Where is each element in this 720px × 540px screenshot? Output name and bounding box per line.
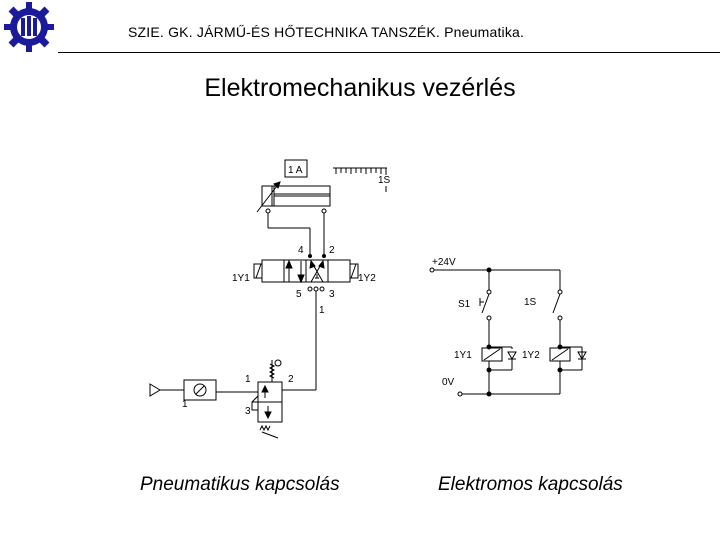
page-title: Elektromechanikus vezérlés [204, 74, 516, 102]
switch-1s-label: 1S [524, 297, 537, 308]
supply-zero-label: 0V [442, 377, 455, 388]
solenoid-label-right: 1Y2 [358, 273, 376, 284]
start-valve-3-2 [252, 360, 282, 438]
directional-valve-5-2 [254, 260, 358, 282]
startvalve-port-1: 1 [245, 374, 251, 385]
electric-circuit [430, 257, 586, 396]
scale-label: 1S [378, 175, 391, 186]
service-unit [184, 380, 216, 400]
cylinder-label: 1 A [288, 165, 303, 176]
pneumatic-circuit [150, 160, 391, 438]
header-text: SZIE. GK. JÁRMŰ-ÉS HŐTECHNIKA TANSZÉK. Pneumatika. [128, 24, 525, 40]
startvalve-port-3: 3 [245, 406, 251, 417]
caption-pneumatic: Pneumatikus kapcsolás [140, 474, 340, 495]
valve-port-5: 5 [296, 289, 302, 300]
supply-plus-label: +24V [432, 257, 456, 268]
valve-port-4: 4 [298, 245, 304, 256]
valve-port-1: 1 [319, 305, 325, 316]
valve-port-3: 3 [329, 289, 335, 300]
caption-electric: Elektromos kapcsolás [438, 474, 623, 495]
startvalve-port-2: 2 [288, 374, 294, 385]
switch-s1-label: S1 [458, 299, 471, 310]
supply-port-label: 1 [182, 399, 188, 410]
coil-1y2-label: 1Y2 [522, 350, 540, 361]
coil-1y1-label: 1Y1 [454, 350, 472, 361]
double-acting-cylinder [257, 182, 330, 213]
solenoid-label-left: 1Y1 [232, 273, 250, 284]
air-supply-symbol [150, 384, 160, 396]
valve-port-2: 2 [329, 245, 335, 256]
